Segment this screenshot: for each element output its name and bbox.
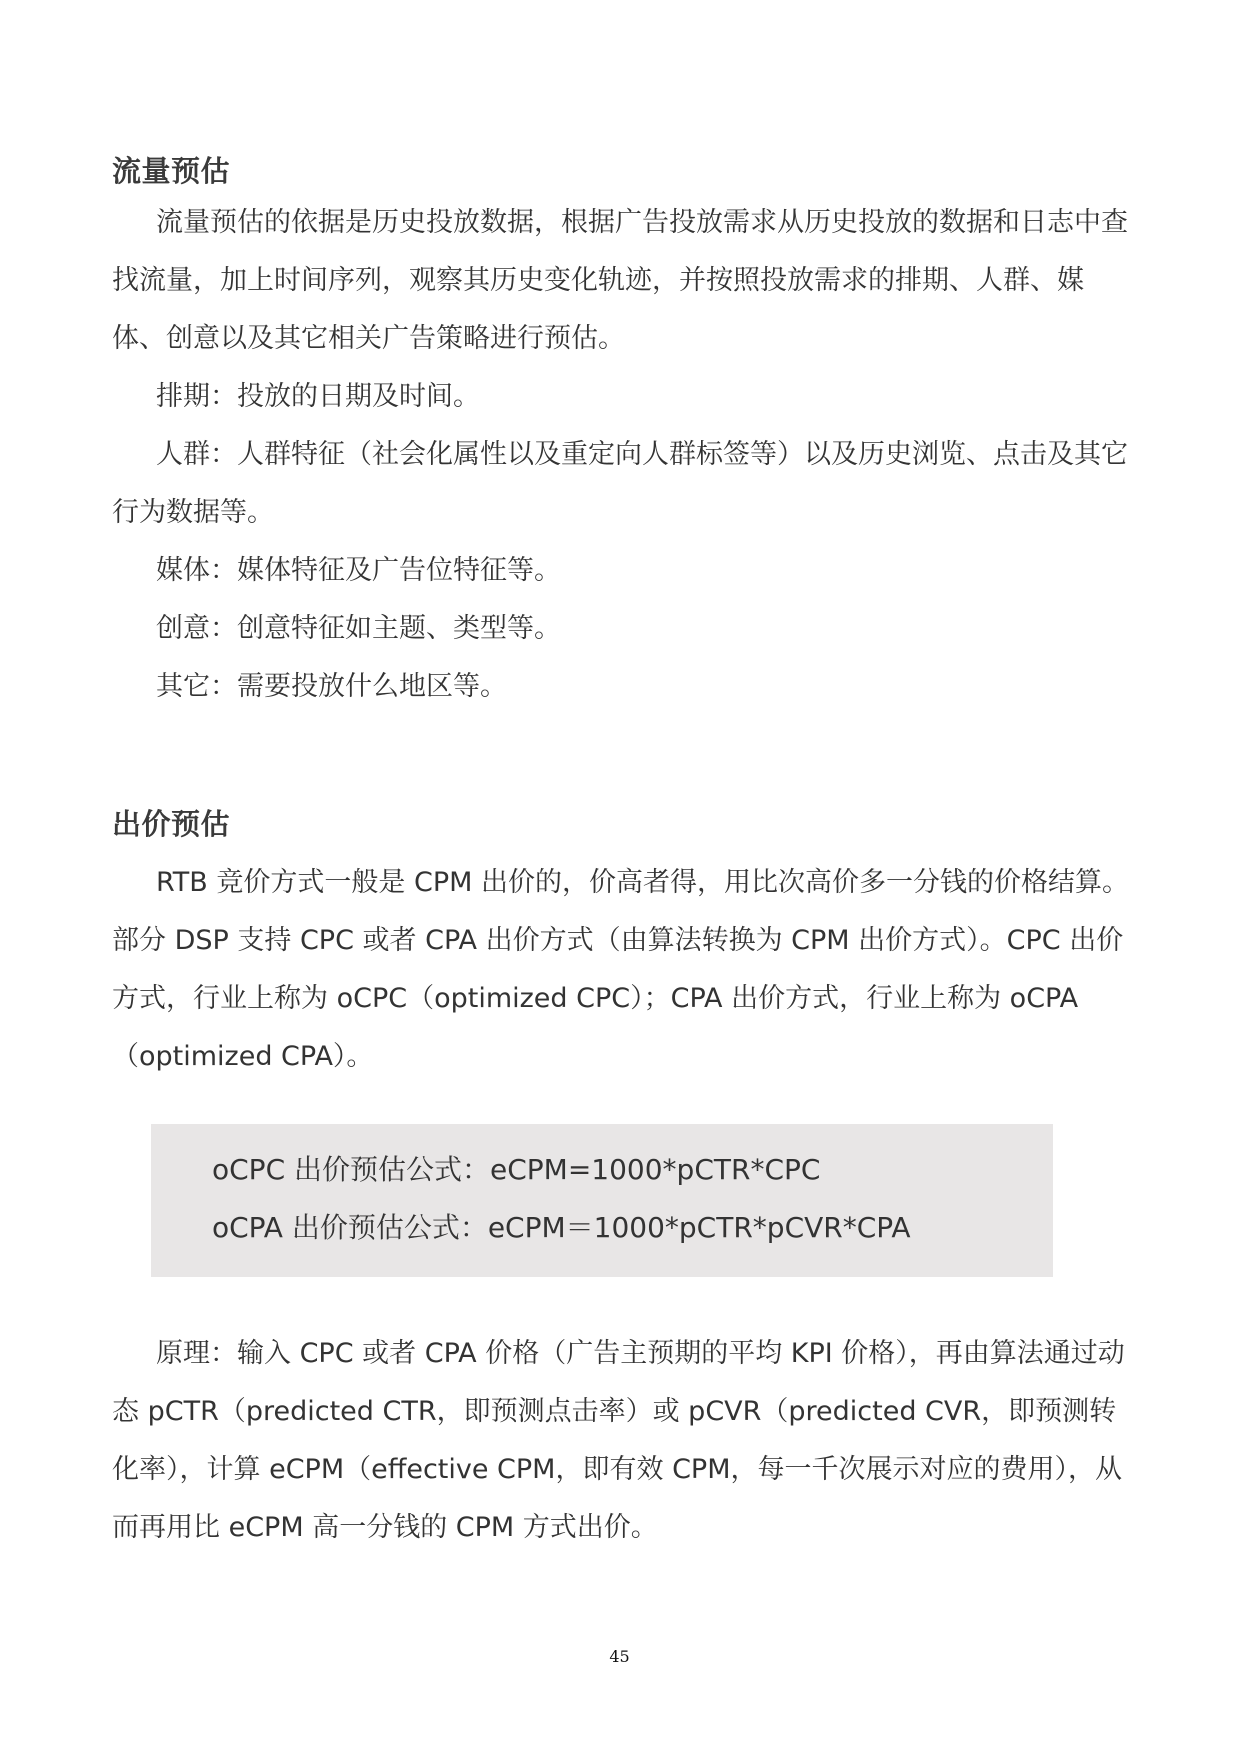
paragraph-bid-intro: RTB 竞价方式一般是 CPM 出价的，价高者得，用比次高价多一分钱的价格结算。部分 DSP 支持 CPC 或者 CPA 出价方式（由算法转换为 CPM 出价方式）。CPC 出价方式，行业上称为 oCPC（optimized CPC）；CPA 出价方式，行业上称为 oCPA（optimized CPA）。 bbox=[112, 867, 1129, 1072]
paragraph-schedule: 排期：投放的日期及时间。 bbox=[156, 381, 480, 412]
paragraph-other: 其它：需要投放什么地区等。 bbox=[156, 671, 507, 702]
paragraph-media: 媒体：媒体特征及广告位特征等。 bbox=[156, 555, 561, 586]
formula-box bbox=[151, 1124, 1053, 1277]
paragraph-traffic-intro: 流量预估的依据是历史投放数据，根据广告投放需求从历史投放的数据和日志中查找流量，加上时间序列，观察其历史变化轨迹，并按照投放需求的排期、人群、媒体、创意以及其它相关广告策略进行预估。 bbox=[112, 207, 1128, 354]
section-heading-bid-estimation: 出价预估 bbox=[112, 807, 231, 841]
formula-ocpc: oCPC 出价预估公式：eCPM=1000*pCTR*CPC bbox=[212, 1153, 821, 1186]
page-number: 45 bbox=[609, 1647, 630, 1666]
formula-ocpa: oCPA 出价预估公式：eCPM＝1000*pCTR*pCVR*CPA bbox=[212, 1211, 911, 1244]
paragraph-audience: 人群：人群特征（社会化属性以及重定向人群标签等）以及历史浏览、点击及其它行为数据等。 bbox=[112, 439, 1128, 528]
paragraph-principle: 原理：输入 CPC 或者 CPA 价格（广告主预期的平均 KPI 价格），再由算法通过动态 pCTR（predicted CTR，即预测点击率）或 pCVR（predicted CVR，即预测转化率），计算 eCPM（effective CPM，即有效 CPM，每一千次展示对应的费用），从而再用比 eCPM 高一分钱的 CPM 方式出价。 bbox=[112, 1338, 1125, 1543]
section-heading-traffic-estimation: 流量预估 bbox=[112, 154, 231, 188]
paragraph-creative: 创意：创意特征如主题、类型等。 bbox=[156, 613, 561, 644]
